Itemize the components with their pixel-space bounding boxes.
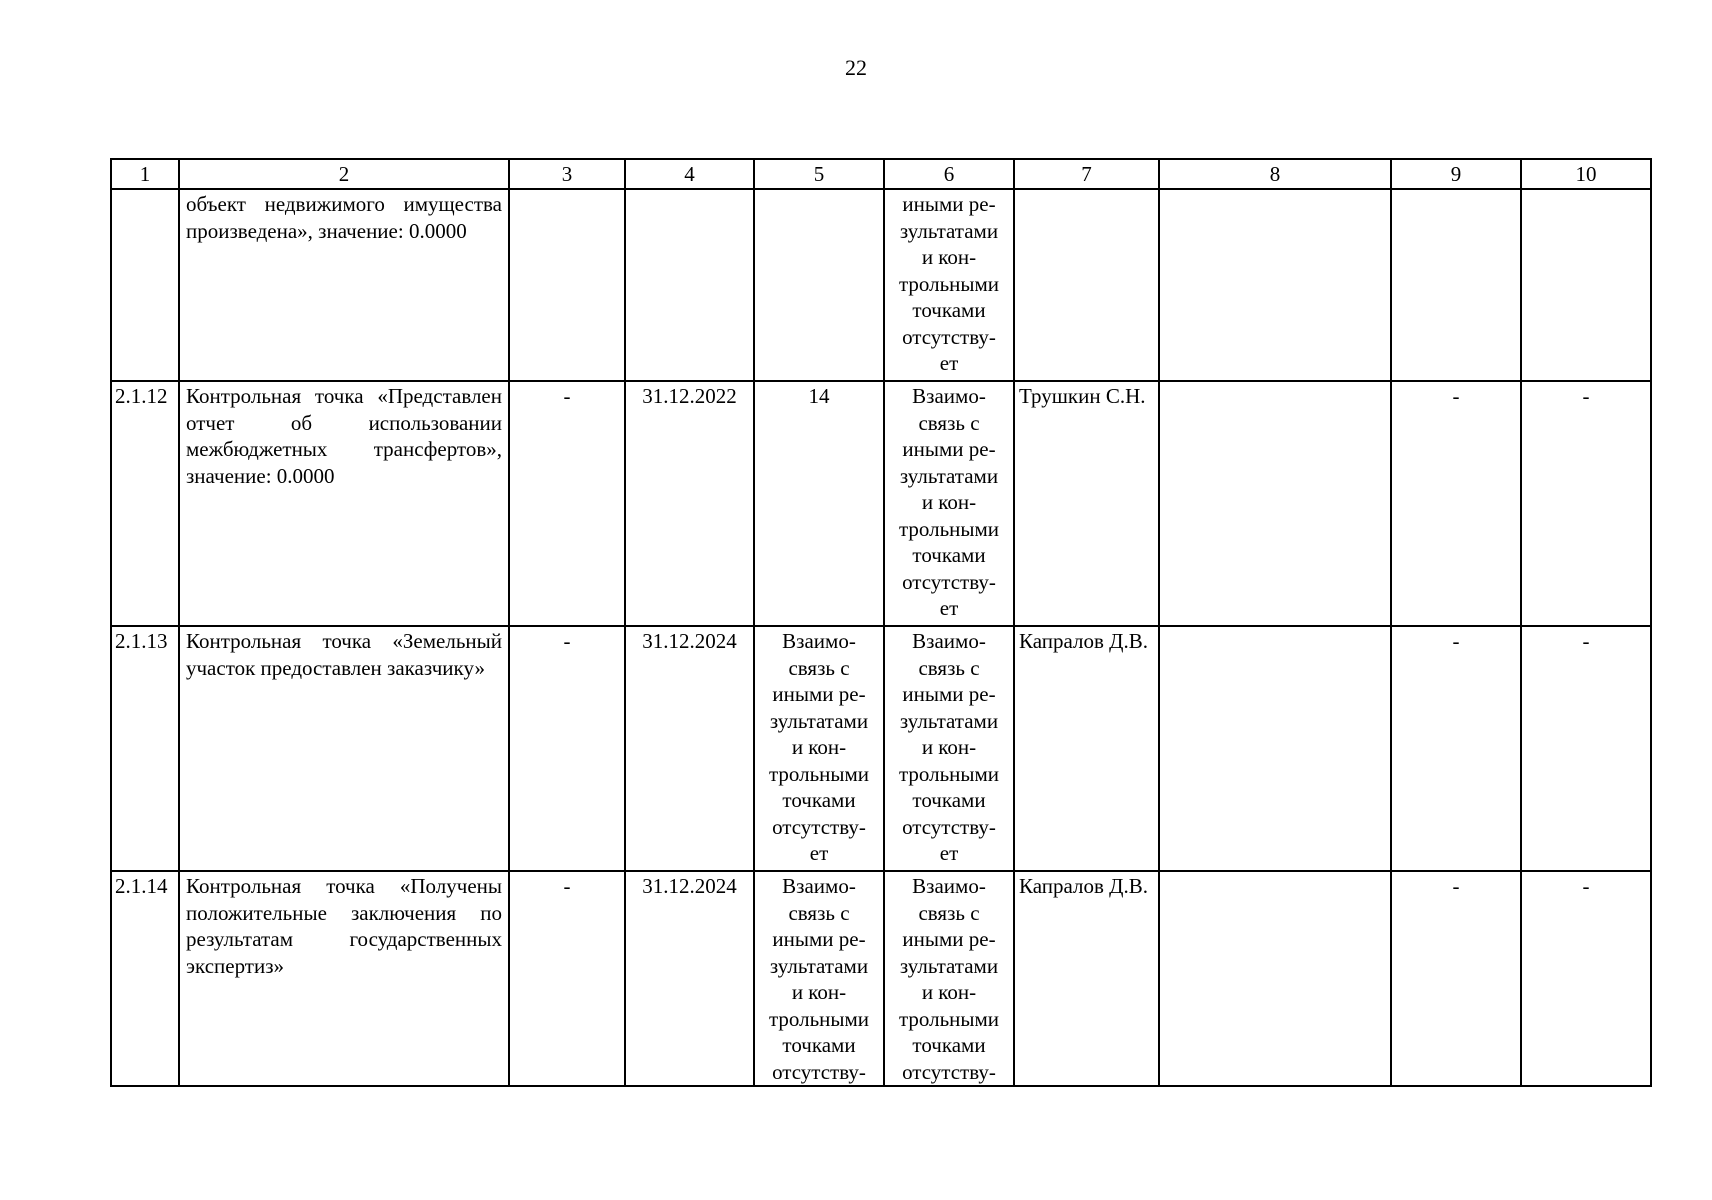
row-col-5: 14 [754,381,884,626]
row-col-9: - [1391,381,1521,626]
row-number [111,189,179,381]
table-row [111,626,1651,871]
table-row [111,871,1651,1086]
row-col-3: - [509,381,625,626]
row-col-8 [1159,626,1391,871]
row-responsible [1014,189,1159,381]
row-description: объект недвижимого имущества произведена», значение: 0.0000 [179,189,509,381]
row-col-6: иными ре- зультатами и кон- трольными точками отсутству- ет [884,189,1014,381]
header-cell-7: 7 [1014,159,1159,189]
header-row [111,159,1651,189]
row-date: 31.12.2024 [625,871,754,1086]
row-number: 2.1.12 [111,381,179,626]
header-cell-8: 8 [1159,159,1391,189]
row-responsible: Трушкин С.Н. [1014,381,1159,626]
row-col-10 [1521,189,1651,381]
row-col-5 [754,189,884,381]
row-col-5: Взаимо- связь с иными ре- зультатами и кон- трольными точками отсутству- ет [754,626,884,871]
control-points-table [110,158,1652,1087]
row-date: 31.12.2024 [625,626,754,871]
row-col-8 [1159,381,1391,626]
row-col-6: Взаимо- связь с иными ре- зультатами и кон- трольными точками отсутству- [884,871,1014,1086]
header-cell-1: 1 [111,159,179,189]
header-cell-4: 4 [625,159,754,189]
row-col-8 [1159,871,1391,1086]
row-col-9 [1391,189,1521,381]
table-row [111,381,1651,626]
row-col-6: Взаимо- связь с иными ре- зультатами и кон- трольными точками отсутству- ет [884,381,1014,626]
row-col-3 [509,189,625,381]
header-cell-2: 2 [179,159,509,189]
row-description: Контрольная точка «Получены положительные заключения по результатам государственных экспертиз» [179,871,509,1086]
row-description: Контрольная точка «Представлен отчет об использовании межбюджетных трансфертов», значение: 0.0000 [179,381,509,626]
row-number: 2.1.13 [111,626,179,871]
header-cell-10: 10 [1521,159,1651,189]
table-row [111,189,1651,381]
row-col-10: - [1521,626,1651,871]
row-responsible: Капралов Д.В. [1014,626,1159,871]
row-col-3: - [509,871,625,1086]
header-cell-6: 6 [884,159,1014,189]
row-date [625,189,754,381]
row-number: 2.1.14 [111,871,179,1086]
row-col-8 [1159,189,1391,381]
row-col-10: - [1521,871,1651,1086]
header-cell-5: 5 [754,159,884,189]
header-cell-3: 3 [509,159,625,189]
header-cell-9: 9 [1391,159,1521,189]
page-number: 22 [845,55,867,80]
row-responsible: Капралов Д.В. [1014,871,1159,1086]
row-date: 31.12.2022 [625,381,754,626]
row-col-9: - [1391,626,1521,871]
row-col-6: Взаимо- связь с иными ре- зультатами и кон- трольными точками отсутству- ет [884,626,1014,871]
row-col-3: - [509,626,625,871]
row-description: Контрольная точка «Земельный участок предоставлен заказчику» [179,626,509,871]
row-col-5: Взаимо- связь с иными ре- зультатами и кон- трольными точками отсутству- [754,871,884,1086]
row-col-10: - [1521,381,1651,626]
row-col-9: - [1391,871,1521,1086]
